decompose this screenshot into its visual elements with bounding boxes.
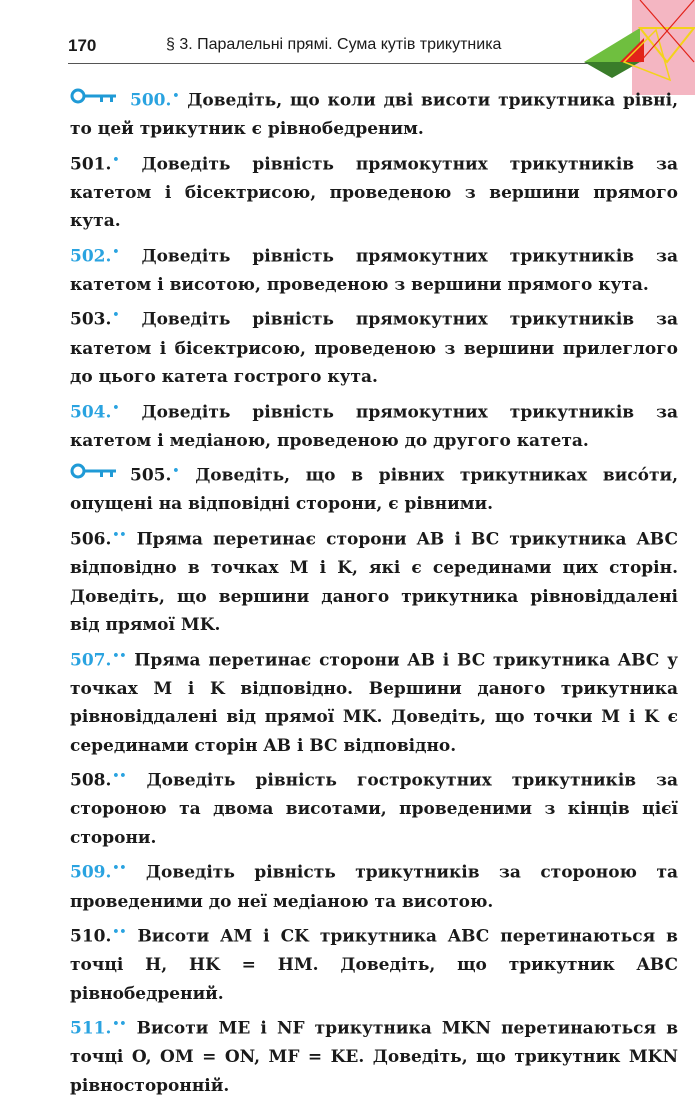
difficulty-marks: •• bbox=[112, 1017, 127, 1031]
problem-number: 501. bbox=[70, 154, 112, 175]
difficulty-marks: •• bbox=[112, 925, 127, 939]
problem-number: 502. bbox=[70, 246, 112, 267]
difficulty-marks: • bbox=[172, 464, 180, 478]
header-rule bbox=[68, 63, 608, 64]
difficulty-marks: • bbox=[112, 400, 120, 414]
problem-text: Доведіть рівність прямокутних трикутників за катетом і бісектрисою, проведеною з вершини прямого кута. bbox=[70, 154, 678, 232]
problem-number: 510. bbox=[70, 926, 112, 947]
problem-number: 503. bbox=[70, 310, 112, 331]
problem-number: 507. bbox=[70, 650, 112, 671]
problem-505 bbox=[70, 457, 678, 519]
difficulty-marks: • bbox=[172, 89, 180, 102]
problem-text: Доведіть, що коли дві висоти трикутника рівні, то цей трикутник є рівнобедреним. bbox=[70, 90, 678, 140]
difficulty-marks: •• bbox=[112, 769, 127, 783]
problem-text: Доведіть, що в рівних трикутниках висóти, опущені на відповідні сторони, є рівними. bbox=[70, 465, 679, 515]
problem-list bbox=[70, 82, 678, 1102]
difficulty-marks: •• bbox=[112, 648, 127, 662]
problem-511 bbox=[70, 1010, 678, 1100]
problem-number: 511. bbox=[70, 1018, 112, 1039]
key-icon bbox=[70, 88, 118, 104]
problem-number: 508. bbox=[70, 770, 112, 791]
difficulty-marks: •• bbox=[112, 861, 127, 875]
difficulty-marks: •• bbox=[112, 527, 127, 541]
problem-509 bbox=[70, 854, 678, 916]
difficulty-marks: • bbox=[112, 308, 120, 322]
problem-500 bbox=[70, 82, 678, 144]
problem-number: 505. bbox=[130, 465, 172, 486]
problem-text: Доведіть рівність прямокутних трикутників за катетом і медіаною, проведеною до другого катета. bbox=[70, 402, 678, 451]
section-title: § 3. Паралельні прямі. Сума кутів трикутника bbox=[166, 36, 502, 53]
problem-text: Висоти AM і CK трикутника ABC перетинаються в точці H, HK = HM. Доведіть, що трикутник ABC рівнобедрений. bbox=[70, 926, 678, 1004]
problem-507 bbox=[70, 642, 678, 761]
problem-number: 509. bbox=[70, 863, 112, 884]
difficulty-marks: • bbox=[112, 244, 120, 258]
problem-504 bbox=[70, 394, 678, 456]
problem-text: Доведіть рівність прямокутних трикутників за катетом і бісектрисою, проведеною з вершини прилеглого до цього катета гострого кута. bbox=[70, 310, 678, 388]
problem-number: 504. bbox=[70, 402, 112, 423]
problem-508 bbox=[70, 762, 678, 852]
page-header bbox=[68, 28, 628, 62]
problem-text: Доведіть рівність трикутників за стороною та проведеними до неї медіаною та висотою. bbox=[70, 863, 678, 912]
problem-number: 506. bbox=[70, 529, 112, 550]
problem-number: 500. bbox=[130, 90, 172, 111]
problem-510 bbox=[70, 918, 678, 1008]
problem-text: Доведіть рівність прямокутних трикутників за катетом і висотою, проведеною з вершини прямого кута. bbox=[70, 246, 678, 295]
problem-503 bbox=[70, 301, 678, 391]
key-icon bbox=[70, 463, 118, 479]
problem-text: Пряма перетинає сторони AB і BC трикутника ABC відповідно в точках M і K, які є серединами цих сторін. Доведіть, що вершини даного трикутника рівновіддалені від прямої MK. bbox=[70, 529, 679, 636]
page-number: 170 bbox=[68, 36, 97, 55]
problem-text: Висоти ME і NF трикутника MKN перетинаються в точці O, OM = ON, MF = KE. Доведіть, що трикутник MKN рівносторонній. bbox=[70, 1018, 679, 1096]
problem-501 bbox=[70, 146, 678, 236]
problem-506 bbox=[70, 521, 678, 640]
problem-text: Пряма перетинає сторони AB і BC трикутника ABC у точках M і K відповідно. Вершини даного трикутника рівновіддалені від прямої MK. Доведіть, що точки M і K є серединами сторін AB і BC відповідно. bbox=[70, 650, 678, 756]
problem-502 bbox=[70, 238, 678, 300]
problem-text: Доведіть рівність гострокутних трикутників за стороною та двома висотами, проведеними з кінців цієї сторони. bbox=[70, 770, 679, 848]
corner-triangle-logo bbox=[584, 0, 695, 95]
difficulty-marks: • bbox=[112, 152, 120, 166]
